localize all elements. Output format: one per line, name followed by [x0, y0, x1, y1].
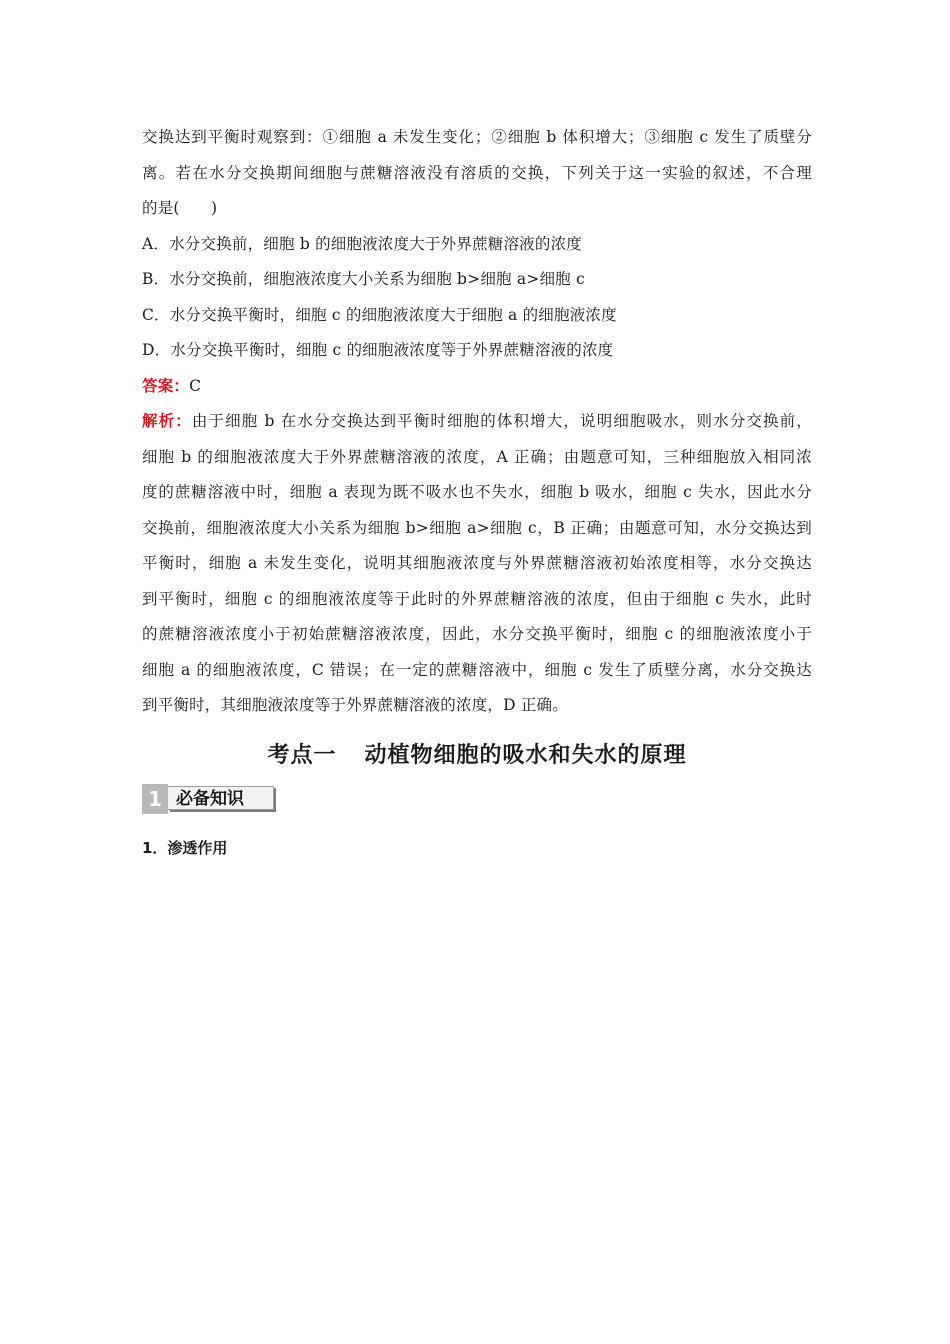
analysis-line: 交换前，细胞液浓度大小关系为细胞 b>细胞 a>细胞 c，B 正确；由题意可知，水分交换达到: [142, 518, 812, 537]
badge-number: 1: [142, 784, 168, 814]
analysis-line: 平衡时，细胞 a 未发生变化，说明其细胞液浓度与外界蔗糖溶液初始浓度相等，水分交换达: [142, 554, 812, 572]
option-d: D．水分交换平衡时，细胞 c 的细胞液浓度等于外界蔗糖溶液的浓度: [142, 341, 614, 359]
analysis-line: 到平衡时，细胞 c 的细胞液浓度等于此时的外界蔗糖溶液的浓度，但由于细胞 c 失水，此时: [142, 589, 812, 608]
question-stem: [142, 120, 812, 227]
option-b: B．水分交换前，细胞液浓度大小关系为细胞 b>细胞 a>细胞 c: [142, 270, 585, 288]
question-options: [142, 227, 812, 369]
section-title: [142, 736, 812, 776]
analysis-line: 的蔗糖溶液浓度小于初始蔗糖溶液浓度，因此，水分交换平衡时，细胞 c 的细胞液浓度小于: [142, 625, 812, 643]
analysis-line: 细胞 a 的细胞液浓度，C 错误；在一定的蔗糖溶液中，细胞 c 发生了质壁分离，水分交换达: [142, 660, 812, 679]
option-a: A．水分交换前，细胞 b 的细胞液浓度大于外界蔗糖溶液的浓度: [142, 234, 582, 253]
analysis-line: 度的蔗糖溶液中时，细胞 a 表现为既不吸水也不失水，细胞 b 吸水，细胞 c 失水，因此水分: [142, 483, 812, 501]
document-page: [142, 120, 812, 860]
option-c: C．水分交换平衡时，细胞 c 的细胞液浓度大于细胞 a 的细胞液浓度: [142, 305, 617, 324]
analysis-line: 到平衡时，其细胞液浓度等于外界蔗糖溶液的浓度，D 正确。: [142, 696, 568, 714]
analysis-line: 细胞 b 的细胞液浓度大于外界蔗糖溶液的浓度，A 正确；由题意可知，三种细胞放入相同浓: [142, 447, 812, 466]
badge-label: 必备知识: [168, 786, 274, 810]
question-line: 离。若在水分交换期间细胞与蔗糖溶液没有溶质的交换，下列关于这一实验的叙述，不合理: [142, 163, 812, 182]
analysis-label: 解析：: [142, 412, 192, 430]
section-kaodian: 考点一: [267, 742, 337, 768]
answer-value: C: [189, 376, 202, 395]
answer-line: [142, 369, 812, 405]
answer-label: 答案：: [142, 376, 190, 395]
subheading: 1．渗透作用: [142, 838, 228, 857]
question-line: 交换达到平衡时观察到：①细胞 a 未发生变化；②细胞 b 体积增大；③细胞 c 发生了质壁分: [142, 128, 812, 146]
analysis-line: [142, 404, 812, 440]
question-line: 的是( ): [142, 199, 218, 217]
section-heading: 动植物细胞的吸水和失水的原理: [364, 742, 687, 768]
analysis-block: [142, 404, 812, 724]
knowledge-badge: [142, 784, 276, 814]
analysis-text: 由于细胞 b 在水分交换达到平衡时细胞的体积增大，说明细胞吸水，则水分交换前，: [191, 412, 812, 430]
